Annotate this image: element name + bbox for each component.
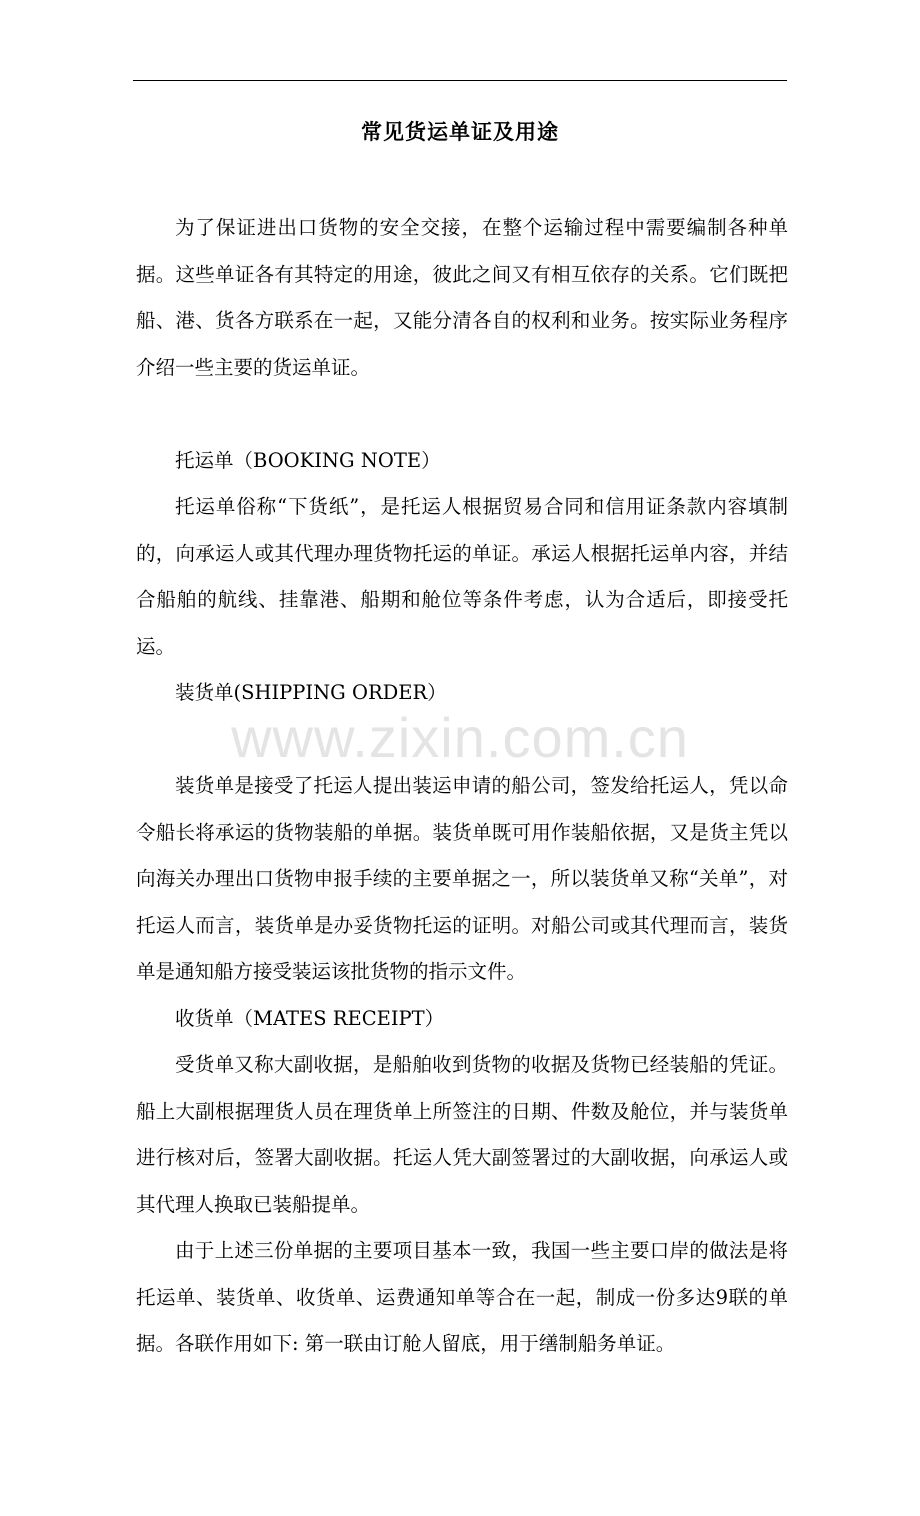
watermark-text: www.zixin.com.cn — [231, 706, 689, 769]
section-body-mates-receipt: 受货单又称大副收据，是船舶收到货物的收据及货物已经装船的凭证。船上大副根据理货人员在理货单上所签注的日期、件数及舱位，并与装货单进行核对后，签署大副收据。托运人凭大副签署过的大副收据，向承运人或其代理人换取已装船提单。 — [136, 1053, 788, 1216]
watermark-gap — [136, 717, 788, 764]
section-body-shipping-order: 装货单是接受了托运人提出装运申请的船公司，签发给托运人，凭以命令船长将承运的货物装船的单据。装货单既可用作装船依据，又是货主凭以向海关办理出口货物申报手续的主要单据之一，所以装货单又称“关单”，对托运人而言，装货单是办妥货物托运的证明。对船公司或其代理而言，装货单是通知船方接受装运该批货物的指示文件。 — [136, 774, 788, 983]
document-title: 常见货运单证及用途 — [361, 119, 559, 144]
section-body-booking-note: 托运单俗称“下货纸”，是托运人根据贸易合同和信用证条款内容填制的，向承运人或其代理办理货物托运的单证。承运人根据托运单内容，并结合船舶的航线、挂靠港、船期和舱位等条件考虑，认为合适后，即接受托运。 — [136, 495, 788, 658]
intro-paragraph: 为了保证进出口货物的安全交接，在整个运输过程中需要编制各种单据。这些单证各有其特定的用途，彼此之间又有相互依存的关系。它们既把船、港、货各方联系在一起，又能分清各自的权利和业务。按实际业务程序介绍一些主要的货运单证。 — [136, 216, 788, 379]
document-body — [136, 205, 788, 1368]
paragraph-gap — [136, 391, 788, 438]
section-heading-booking-note: 托运单（BOOKING NOTE） — [175, 448, 441, 472]
closing-paragraph: 由于上述三份单据的主要项目基本一致，我国一些主要口岸的做法是将托运单、装货单、收货单、运费通知单等合在一起，制成一份多达9联的单据。各联作用如下: 第一联由订舱人留底，用于缮制船务单证。 — [136, 1239, 788, 1355]
header-rule — [133, 80, 787, 81]
section-heading-shipping-order: 装货单(SHIPPING ORDER） — [175, 681, 447, 704]
section-heading-mates-receipt: 收货单（MATES RECEIPT） — [175, 1006, 445, 1030]
